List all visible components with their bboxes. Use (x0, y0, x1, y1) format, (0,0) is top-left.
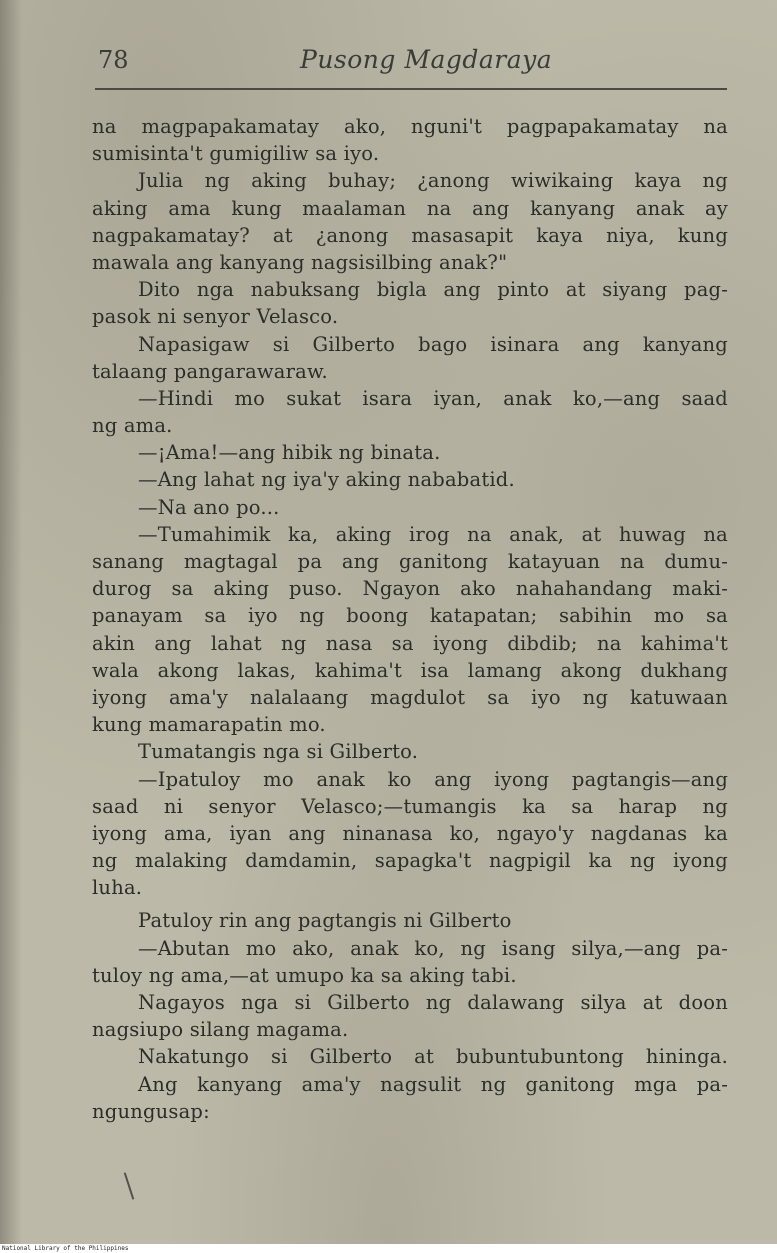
text-line: talaang pangarawaraw. (92, 359, 328, 383)
text-line: Napasigaw si Gilberto bago isinara ang kanyang (138, 332, 728, 356)
text-line: akin ang lahat ng nasa sa iyong dibdib; na kahima't (92, 631, 728, 655)
body-text (92, 113, 728, 1125)
text-line: Ang kanyang ama'y nagsulit ng ganitong mga pa- (138, 1072, 728, 1096)
text-line: tuloy ng ama,—at umupo ka sa aking tabi. (92, 963, 517, 987)
text-line: na magpapakamatay ako, nguni't pagpapakamatay na (92, 115, 728, 138)
text-line: iyong ama'y nalalaang magdulot sa iyo ng katuwaan (92, 685, 728, 709)
text-line: sumisinta't gumigiliw sa iyo. (92, 142, 380, 166)
text-line: aking ama kung maalaman na ang kanyang anak ay (92, 196, 728, 220)
text-line: wala akong lakas, kahima't isa lamang akong dukhang (92, 658, 728, 682)
text-line: Nagayos nga si Gilberto ng dalawang silya at doon (138, 991, 728, 1014)
text-line: nagsiupo silang magama. (92, 1018, 349, 1042)
text-line: —¡Ama!—ang hibik ng binata. (138, 441, 441, 465)
text-line: —Na ano po... (138, 495, 280, 519)
text-line: saad ni senyor Velasco;—tumangis ka sa harap ng (92, 794, 728, 818)
text-line: kung mamarapatin mo. (92, 713, 326, 737)
text-line: Patuloy rin ang pagtangis ni Gilberto (138, 909, 512, 933)
text-line: panayam sa iyo ng boong katapatan; sabihin mo sa (92, 604, 728, 628)
text-line: nagpakamatay? at ¿anong masasapit kaya niya, kung (92, 223, 728, 247)
running-title: Pusong Magdaraya (300, 45, 553, 74)
text-line: —Ang lahat ng iya'y aking nababatid. (138, 468, 515, 492)
text-line: Dito nga nabuksang bigla ang pinto at siyang pag- (138, 278, 728, 302)
text-line: luha. (92, 876, 143, 900)
text-line: iyong ama, iyan ang ninanasa ko, ngayo'y nagdanas ka (92, 821, 728, 845)
pencil-mark (124, 1172, 135, 1199)
text-line: —Tumahimik ka, aking irog na anak, at huwag na (138, 522, 728, 546)
text-line: —Ipatuloy mo anak ko ang iyong pagtangis—ang (138, 767, 728, 791)
page-number: 78 (98, 46, 129, 74)
footer-credit: National Library of the Philippines (2, 1245, 129, 1252)
text-line: Tumatangis nga si Gilberto. (138, 740, 419, 764)
header-rule (95, 88, 727, 90)
text-line: durog sa aking puso. Ngayon ako nahahandang maki- (92, 577, 728, 601)
text-line: pasok ni senyor Velasco. (92, 305, 339, 329)
text-line: —Hindi mo sukat isara iyan, anak ko,—ang saad (138, 386, 728, 410)
text-line: Julia ng aking buhay; ¿anong wiwikaing kaya ng (138, 169, 728, 193)
text-line: ng ama. (92, 414, 173, 438)
text-line: —Abutan mo ako, anak ko, ng isang silya,—ang pa- (138, 936, 728, 960)
text-line: ngungusap: (92, 1099, 210, 1123)
page-spine-shadow (0, 0, 22, 1244)
text-line: Nakatungo si Gilberto at bubuntubuntong hininga. (138, 1045, 728, 1069)
text-line: mawala ang kanyang nagsisilbing anak?" (92, 250, 508, 274)
text-line: sanang magtagal pa ang ganitong katayuan na dumu- (92, 550, 728, 573)
page-header (95, 38, 727, 88)
text-line: ng malaking damdamin, sapagka't nagpigil ka ng iyong (92, 849, 728, 873)
